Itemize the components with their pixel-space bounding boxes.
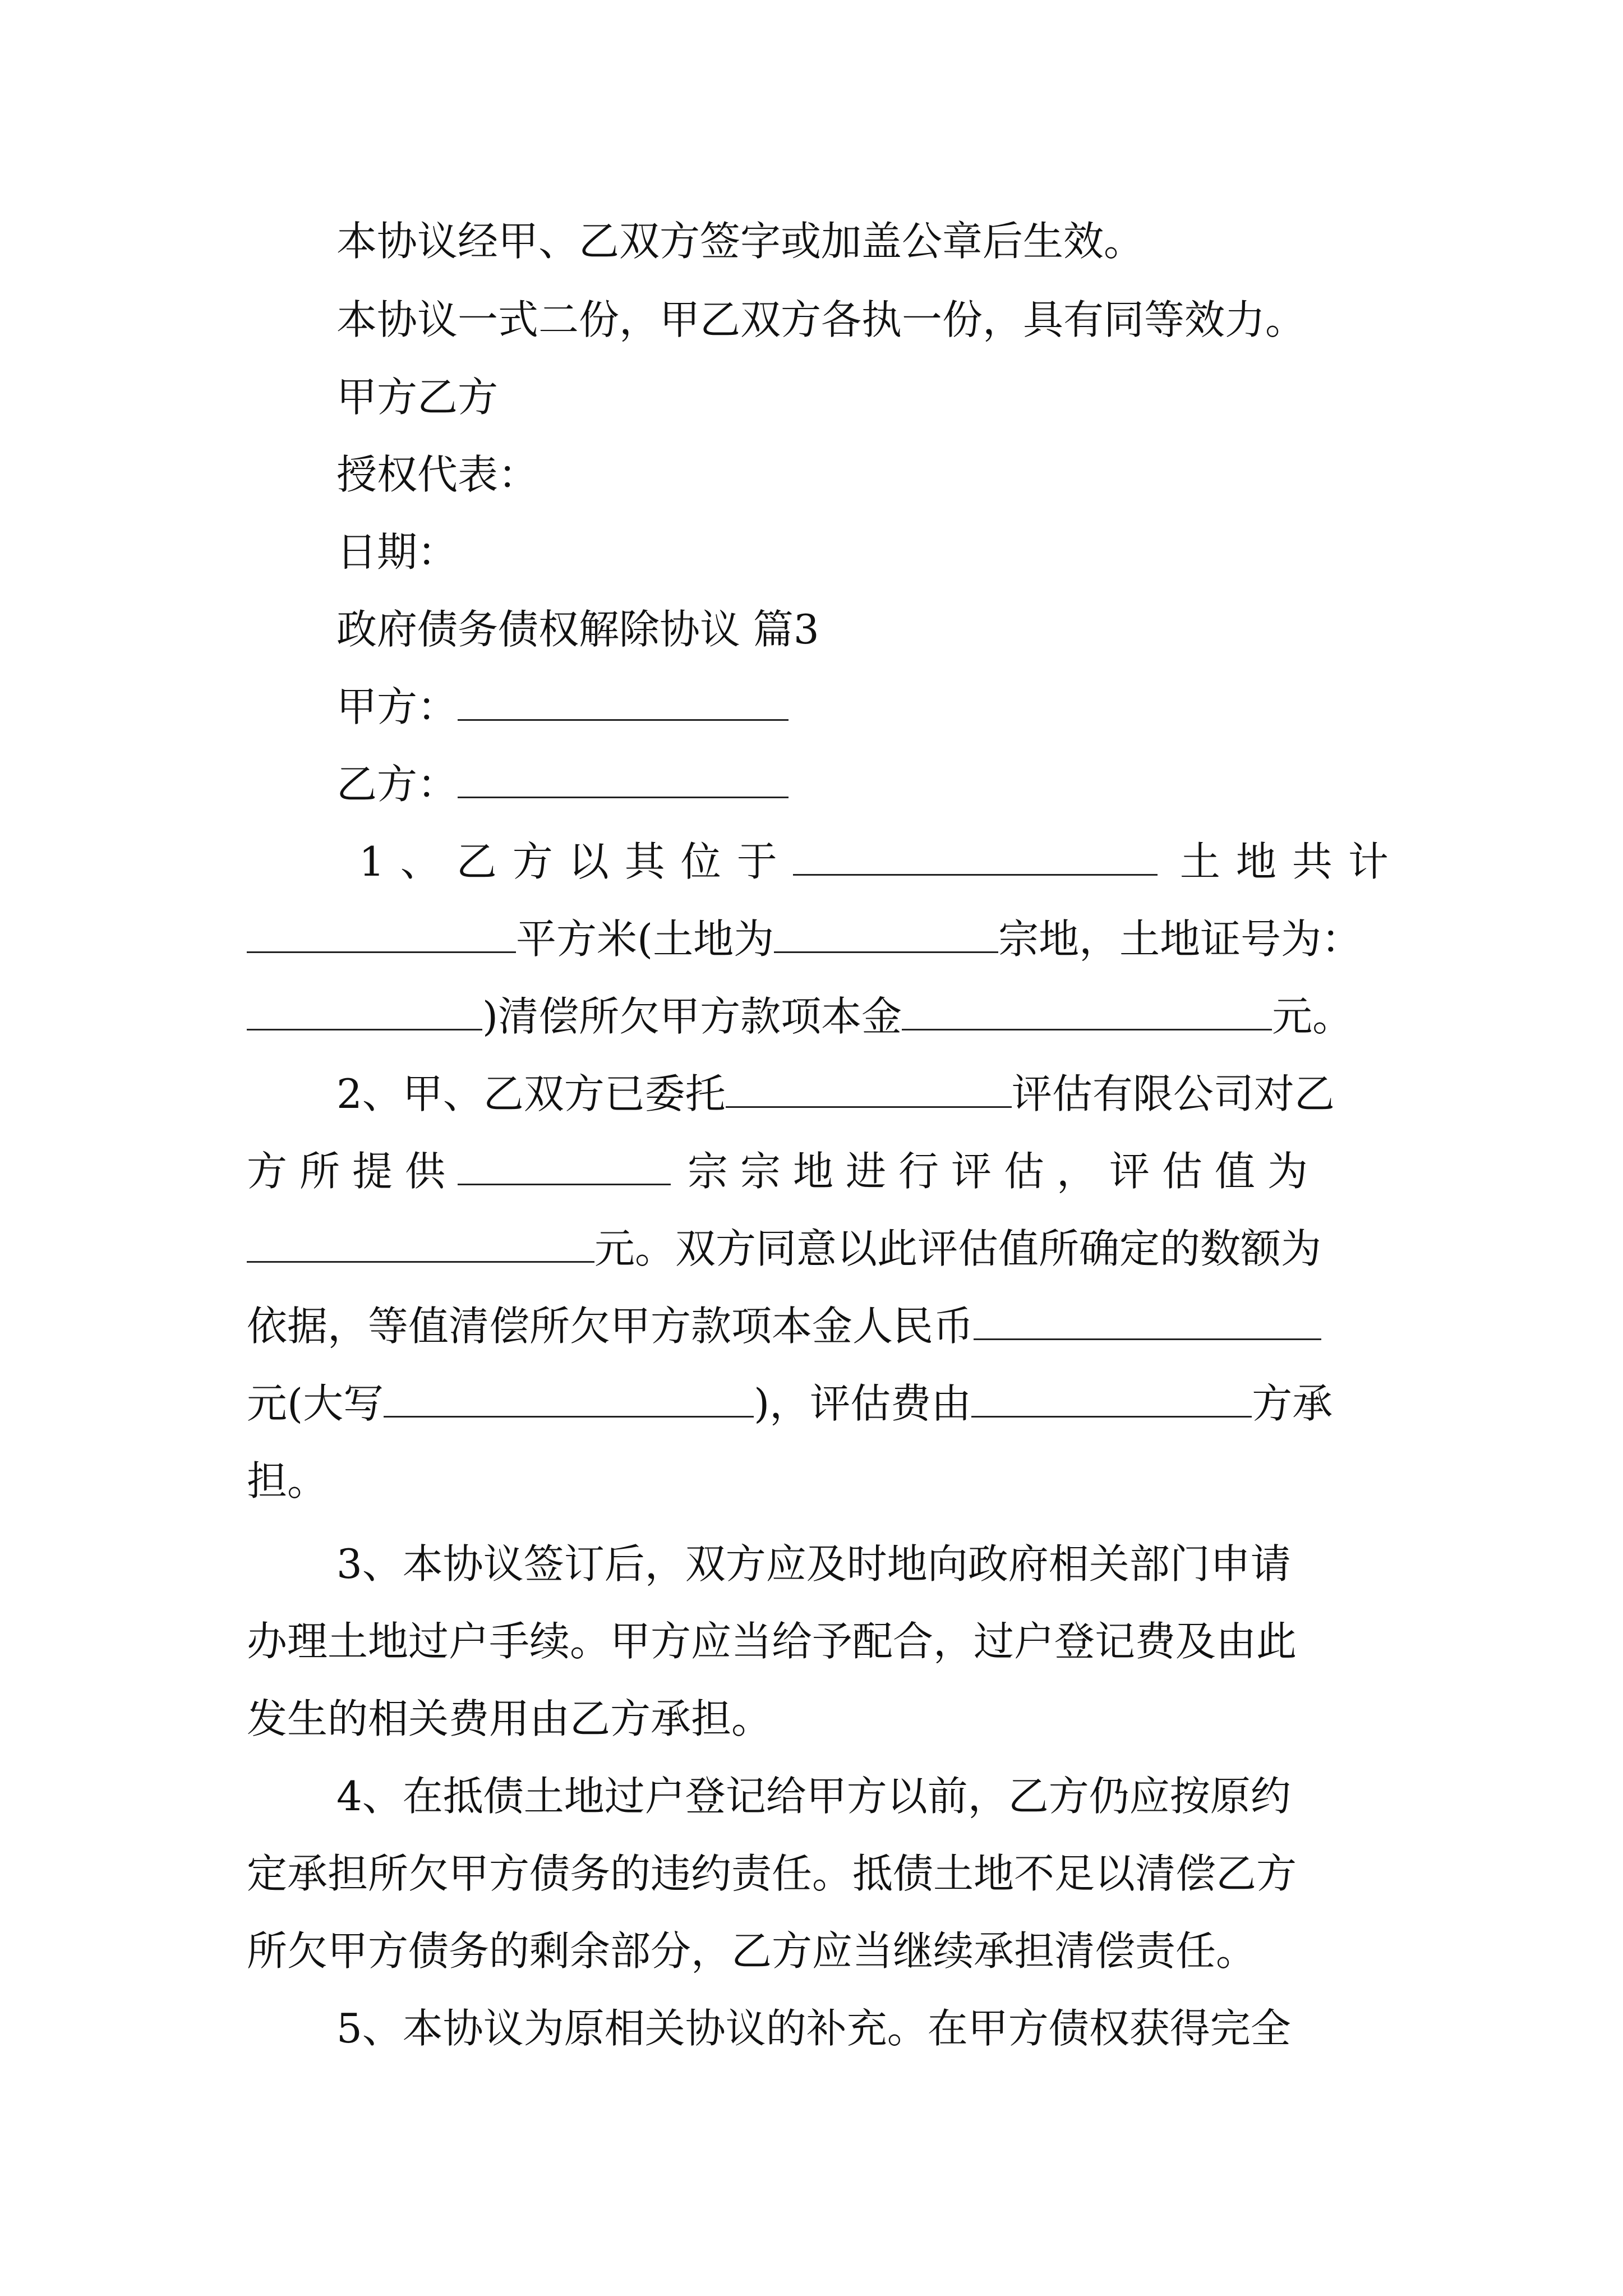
copies-clause-text: 本协议一式二份，甲乙双方各执一份，具有同等效力。 <box>336 296 1306 343</box>
appraiser-blank <box>726 1067 1012 1108</box>
authorized-rep-label <box>336 447 538 503</box>
effect-clause-text: 本协议经甲、乙双方签字或加盖公章后生效。 <box>336 218 1145 265</box>
party-b-blank <box>458 757 789 798</box>
party-a-label: 甲方： <box>336 683 458 730</box>
para1-text-a: 1、乙方以其位于 <box>359 838 793 885</box>
section-heading-text: 政府债务债权解除协议 篇3 <box>336 606 819 653</box>
amount-in-words-blank <box>384 1377 754 1418</box>
para4-text-b: 定承担所欠甲方债务的违约责任。抵债土地不足以清偿乙方 <box>247 1850 1297 1897</box>
para3-line1 <box>336 1536 1291 1592</box>
party-signature-text: 甲方乙方 <box>336 374 499 421</box>
section-heading <box>336 601 819 657</box>
party-b-field <box>336 756 789 812</box>
principal-amount-blank <box>902 990 1272 1030</box>
para1-text-b: 土地共计 <box>1179 838 1404 885</box>
para2-text-f: 依据，等值清偿所欠甲方款项本金人民币 <box>247 1303 974 1350</box>
appraised-value-blank <box>247 1222 594 1263</box>
para1-text-c: 平方米(土地为 <box>516 915 774 963</box>
para4-text-a: 4、在抵债土地过户登记给甲方以前，乙方仍应按原约 <box>336 1773 1291 1820</box>
certificate-number-blank <box>247 990 482 1030</box>
para4-line2 <box>247 1846 1385 1902</box>
para1-text-e: )清偿所欠甲方款项本金 <box>482 993 902 1040</box>
area-blank <box>247 912 516 953</box>
para4-line1 <box>336 1768 1291 1824</box>
copies-clause <box>336 292 1306 348</box>
para3-line3 <box>247 1691 1385 1747</box>
para2-line4 <box>247 1298 1385 1354</box>
party-a-blank <box>458 680 789 721</box>
parcel-count-blank <box>774 912 998 953</box>
land-location-blank <box>793 835 1158 876</box>
para1-line2 <box>247 911 1385 967</box>
para4-text-c: 所欠甲方债务的剩余部分，乙方应当继续承担清偿责任。 <box>247 1927 1257 1975</box>
party-b-label: 乙方： <box>336 761 458 808</box>
para2-text-i: 方承 <box>1252 1380 1333 1427</box>
para2-text-c: 方所提供 <box>247 1148 458 1195</box>
para2-text-h: )，评估费由 <box>754 1380 972 1427</box>
para2-text-a: 2、甲、乙双方已委托 <box>336 1070 726 1117</box>
rmb-amount-blank <box>974 1299 1321 1340</box>
para2-line6 <box>247 1453 1385 1509</box>
para2-text-e: 元。双方同意以此评估值所确定的数额为 <box>594 1225 1322 1272</box>
effect-clause <box>336 213 1144 269</box>
para3-text-c: 发生的相关费用由乙方承担。 <box>247 1695 772 1742</box>
para1-text-f: 元。 <box>1272 993 1353 1040</box>
para4-line3 <box>247 1923 1385 1979</box>
para2-line1 <box>336 1066 1335 1122</box>
para1-line3 <box>247 988 1385 1045</box>
parcel-blank <box>458 1144 671 1185</box>
para2-line2 <box>247 1143 1385 1199</box>
para1-line1 <box>359 834 1404 890</box>
para5-line1 <box>336 2000 1291 2056</box>
para3-text-a: 3、本协议签订后，双方应及时地向政府相关部门申请 <box>336 1540 1291 1588</box>
para3-line2 <box>247 1613 1385 1669</box>
para2-text-j: 担。 <box>247 1457 328 1504</box>
para2-text-g: 元(大写 <box>247 1380 384 1427</box>
party-signature-label <box>336 369 498 425</box>
fee-payer-blank <box>971 1377 1252 1418</box>
para2-text-d: 宗宗地进行评估，评估值为 <box>688 1148 1321 1195</box>
para3-text-b: 办理土地过户手续。甲方应当给予配合，过户登记费及由此 <box>247 1618 1297 1665</box>
para2-line5 <box>247 1375 1385 1432</box>
para2-text-b: 评估有限公司对乙 <box>1011 1070 1335 1117</box>
para1-text-d: 宗地，土地证号为： <box>998 915 1362 963</box>
date-label <box>336 524 458 580</box>
para5-text-a: 5、本协议为原相关协议的补充。在甲方债权获得完全 <box>336 2005 1291 2052</box>
party-a-field <box>336 679 789 735</box>
para2-line3 <box>247 1221 1385 1277</box>
authorized-rep-text: 授权代表： <box>336 451 539 498</box>
date-text: 日期： <box>336 528 458 576</box>
